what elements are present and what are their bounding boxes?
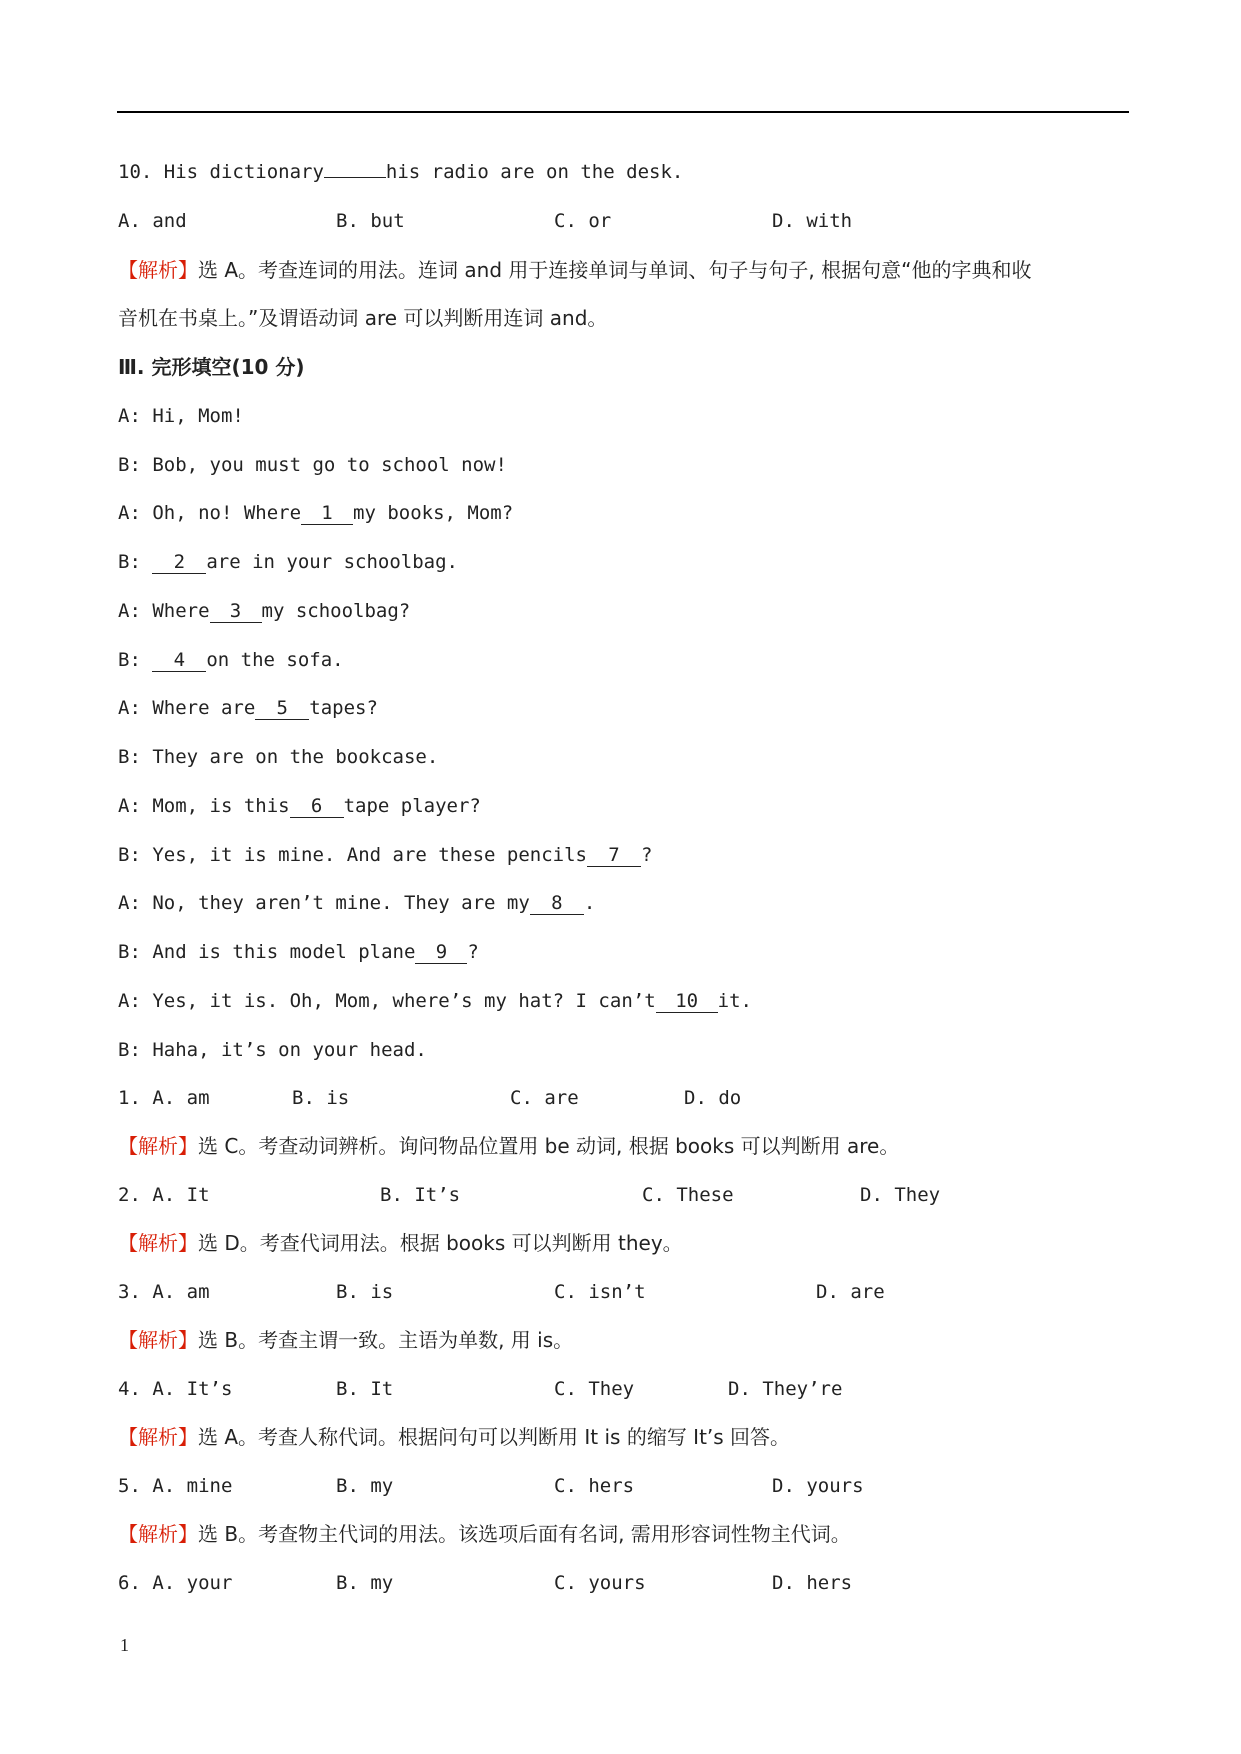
q10-options [118, 206, 1141, 236]
question-options [118, 1083, 1141, 1113]
analysis-tag: 【解析】 [118, 1134, 198, 1158]
option: C. These [642, 1184, 734, 1206]
header-rule [117, 111, 1129, 113]
dialogue-line: A: Hi, Mom! [118, 405, 244, 427]
q10-stem: 10. His dictionary his radio are on the desk. [118, 161, 684, 183]
option: 4. A. It’s [118, 1378, 233, 1400]
question-options [118, 1277, 1141, 1307]
option: B. is [336, 1281, 394, 1303]
answer-blank: 6 [290, 795, 344, 818]
analysis-tag: 【解析】 [118, 1231, 198, 1255]
dialogue-line: A: Mom, is this 6 tape player? [118, 795, 481, 817]
analysis-tag: 【解析】 [118, 1425, 198, 1449]
option: C. or [554, 210, 612, 232]
answer-blank: 5 [255, 697, 309, 720]
answer-blank: 8 [530, 892, 584, 915]
dialogue-line: B: 4 on the sofa. [118, 649, 344, 671]
dialogue-line: A: Where 3 my schoolbag? [118, 600, 411, 622]
page-number: 1 [120, 1635, 129, 1655]
dialogue-line: B: Yes, it is mine. And are these pencils 7 ? [118, 844, 653, 866]
option: C. are [510, 1087, 579, 1109]
dialogue-line: A: Yes, it is. Oh, Mom, where’s my hat? I can’t 10 it. [118, 990, 752, 1012]
question-options [118, 1471, 1141, 1501]
q10-analysis-cont: 音机在书桌上。”及谓语动词 are 可以判断用连词 and。 [118, 306, 608, 330]
answer-blank: 3 [210, 600, 262, 623]
dialogue-line: B: 2 are in your schoolbag. [118, 551, 458, 573]
dialogue-line: A: Oh, no! Where 1 my books, Mom? [118, 502, 514, 524]
question-options [118, 1374, 1141, 1404]
q10-analysis: 【解析】选 A。考查连词的用法。连词 and 用于连接单词与单词、句子与句子, 根据句意“他的字典和收 [118, 258, 1032, 282]
analysis-tag: 【解析】 [118, 258, 198, 282]
analysis-tag: 【解析】 [118, 1328, 198, 1352]
option: B. my [336, 1475, 394, 1497]
option: B. It’s [380, 1184, 461, 1206]
option: 1. A. am [118, 1087, 210, 1109]
question-options [118, 1180, 1141, 1210]
question-analysis: 【解析】选 B。考查物主代词的用法。该选项后面有名词, 需用形容词性物主代词。 [118, 1522, 851, 1546]
answer-blank: 10 [656, 990, 718, 1013]
answer-blank: 7 [587, 844, 641, 867]
analysis-tag: 【解析】 [118, 1522, 198, 1546]
option: B. It [336, 1378, 394, 1400]
question-options [118, 1568, 1141, 1598]
option: D. They’re [728, 1378, 843, 1400]
option: 5. A. mine [118, 1475, 233, 1497]
option: D. They [860, 1184, 941, 1206]
option: C. hers [554, 1475, 635, 1497]
option: C. They [554, 1378, 635, 1400]
option: 2. A. It [118, 1184, 210, 1206]
option: D. with [772, 210, 853, 232]
option: 3. A. am [118, 1281, 210, 1303]
dialogue-line: B: And is this model plane 9 ? [118, 941, 479, 963]
dialogue-line: B: Haha, it’s on your head. [118, 1039, 427, 1061]
answer-blank: 2 [152, 551, 206, 574]
option: B. is [292, 1087, 350, 1109]
option: B. my [336, 1572, 394, 1594]
option: C. yours [554, 1572, 646, 1594]
answer-blank: 4 [152, 649, 206, 672]
option: B. but [336, 210, 405, 232]
option: D. are [816, 1281, 885, 1303]
question-analysis: 【解析】选 D。考查代词用法。根据 books 可以判断用 they。 [118, 1231, 683, 1255]
option: C. isn’t [554, 1281, 646, 1303]
dialogue-line: A: No, they aren’t mine. They are my 8 . [118, 892, 596, 914]
question-analysis: 【解析】选 C。考查动词辨析。询问物品位置用 be 动词, 根据 books 可以判断用 are。 [118, 1134, 900, 1158]
q10-blank [324, 177, 386, 178]
option: D. yours [772, 1475, 864, 1497]
section-title: Ⅲ. 完形填空(10 分) [118, 355, 305, 379]
question-analysis: 【解析】选 B。考查主谓一致。主语为单数, 用 is。 [118, 1328, 574, 1352]
option: A. and [118, 210, 187, 232]
dialogue-line: B: Bob, you must go to school now! [118, 454, 507, 476]
option: D. do [684, 1087, 742, 1109]
question-analysis: 【解析】选 A。考查人称代词。根据问句可以判断用 It is 的缩写 It’s 回答。 [118, 1425, 791, 1449]
option: D. hers [772, 1572, 853, 1594]
dialogue-line: B: They are on the bookcase. [118, 746, 439, 768]
option: 6. A. your [118, 1572, 233, 1594]
dialogue-line: A: Where are 5 tapes? [118, 697, 378, 719]
answer-blank: 9 [415, 941, 467, 964]
answer-blank: 1 [301, 502, 353, 525]
